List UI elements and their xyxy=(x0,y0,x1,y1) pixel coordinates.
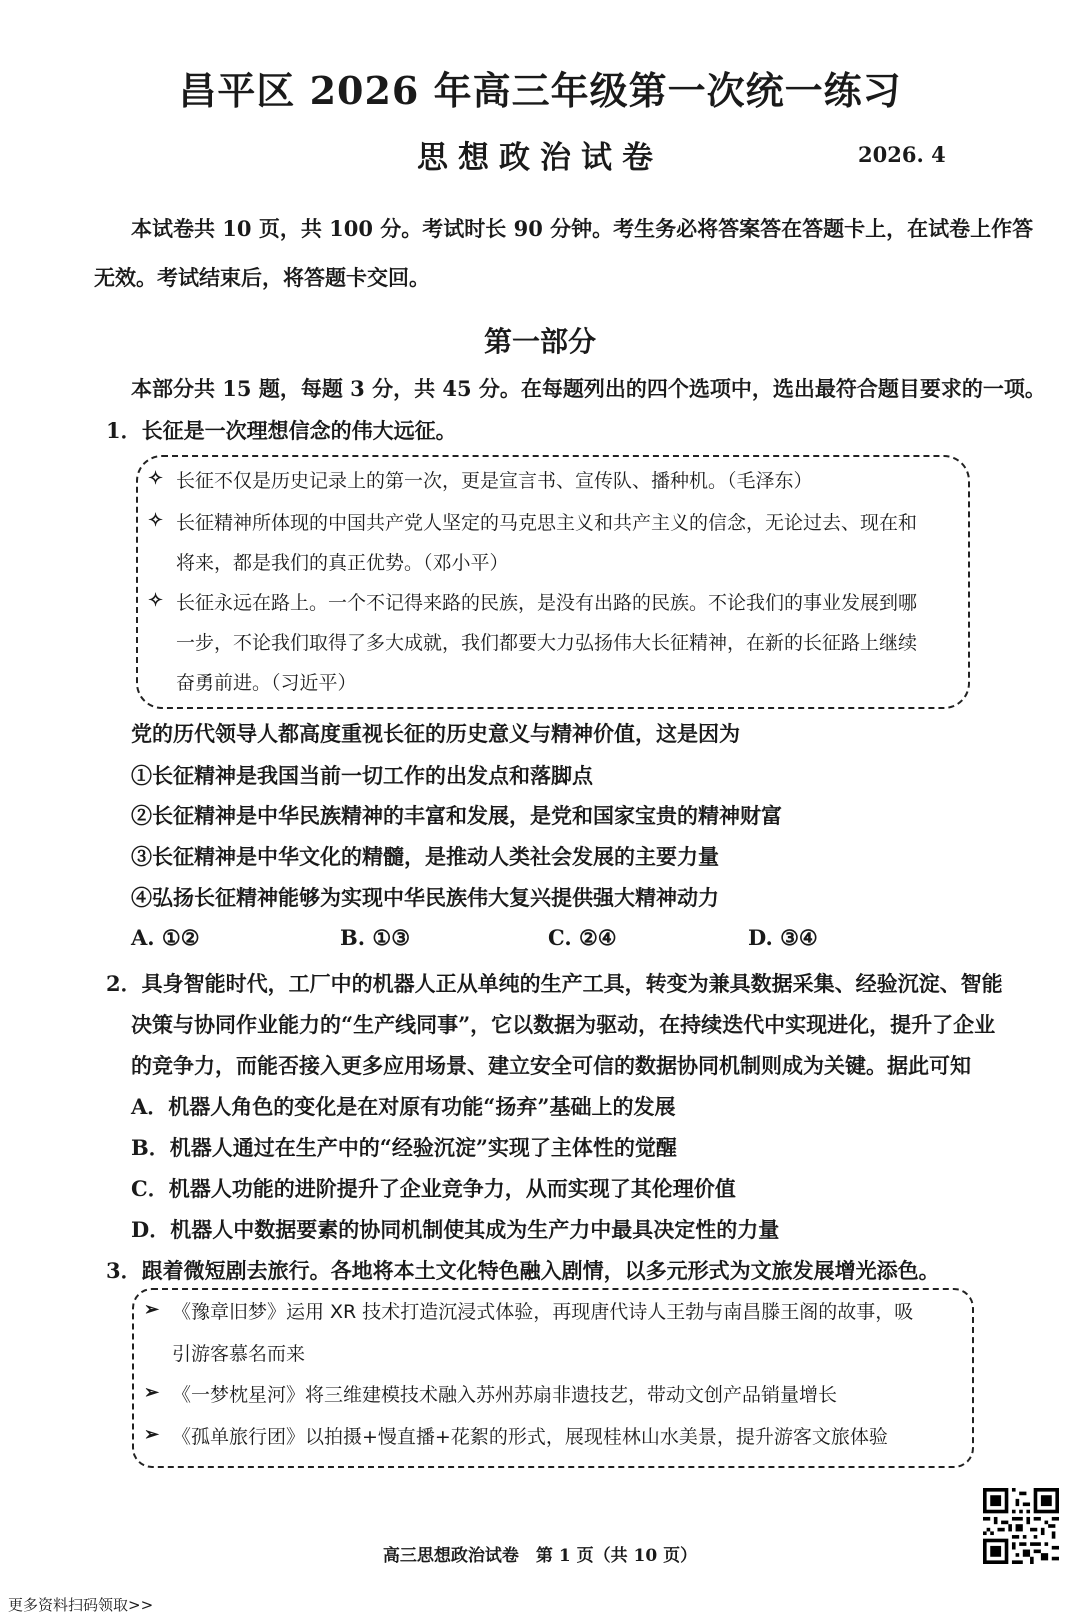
q3-stem: 3．跟着微短剧去旅行。各地将本土文化特色融入剧情，以多元形式为文旅发展增光添色。 xyxy=(106,1258,940,1283)
subject-title: 思想政治试卷 xyxy=(417,140,663,176)
q1-quote-1: 长征不仅是历史记录上的第一次，更是宣言书、宣传队、播种机。（毛泽东） xyxy=(176,470,813,492)
q3-example-1: 《豫章旧梦》运用 XR 技术打造沉浸式体验，再现唐代诗人王勃与南昌滕王阁的故事，吸 xyxy=(172,1301,914,1323)
arrow-bullet-icon: ➢ xyxy=(144,1424,160,1445)
q2-option-c: C．机器人功能的进阶提升了企业竞争力，从而实现了其伦理价值 xyxy=(131,1176,736,1201)
q1-quote-2-cont: 将来，都是我们的真正优势。（邓小平） xyxy=(176,552,509,574)
section-title: 第一部分 xyxy=(483,325,596,358)
arrow-bullet-icon: ➢ xyxy=(144,1299,160,1320)
q3-example-2: 《一梦枕星河》将三维建模技术融入苏州苏扇非遗技艺，带动文创产品销量增长 xyxy=(172,1384,838,1406)
q1-quote-3: 长征永远在路上。一个不记得来路的民族，是没有出路的民族。不论我们的事业发展到哪 xyxy=(176,592,918,614)
qr-code-icon[interactable] xyxy=(983,1488,1059,1564)
instructions-line-1: 本试卷共 10 页，共 100 分。考试时长 90 分钟。考生务必将答案答在答题卡上，在试卷上作答 xyxy=(131,216,1034,241)
q1-item-4: ④弘扬长征精神能够为实现中华民族伟大复兴提供强大精神动力 xyxy=(131,885,719,910)
q1-stem: 1．长征是一次理想信念的伟大远征。 xyxy=(106,418,457,443)
q1-option-b: B. ①③ xyxy=(340,925,411,950)
exam-title: 昌平区 2026 年高三年级第一次统一练习 xyxy=(178,68,902,113)
diamond-bullet-icon: ✧ xyxy=(148,510,164,531)
q3-example-1-cont: 引游客慕名而来 xyxy=(172,1343,306,1365)
q1-quote-3-cont-1: 一步，不论我们取得了多大成就，我们都要大力弘扬伟大长征精神，在新的长征路上继续 xyxy=(176,632,918,654)
q2-option-b: B．机器人通过在生产中的“经验沉淀”实现了主体性的觉醒 xyxy=(131,1135,677,1160)
q1-item-3: ③长征精神是中华文化的精髓，是推动人类社会发展的主要力量 xyxy=(131,844,719,869)
q1-quote-2: 长征精神所体现的中国共产党人坚定的马克思主义和共产主义的信念，无论过去、现在和 xyxy=(176,512,918,534)
q2-stem-2: 决策与协同作业能力的“生产线同事”，它以数据为驱动，在持续迭代中实现进化，提升了企业 xyxy=(131,1012,996,1037)
diamond-bullet-icon: ✧ xyxy=(148,590,164,611)
section-intro: 本部分共 15 题，每题 3 分，共 45 分。在每题列出的四个选项中，选出最符合题目要求的一项。 xyxy=(131,376,1046,401)
page-footer: 高三思想政治试卷 第 1 页（共 10 页） xyxy=(382,1546,698,1566)
q3-example-3: 《孤单旅行团》以拍摄+慢直播+花絮的形式，展现桂林山水美景，提升游客文旅体验 xyxy=(172,1426,888,1448)
q1-item-1: ①长征精神是我国当前一切工作的出发点和落脚点 xyxy=(131,763,593,788)
q2-stem-3: 的竞争力，而能否接入更多应用场景、建立安全可信的数据协同机制则成为关键。据此可知 xyxy=(131,1053,971,1078)
instructions-line-2: 无效。考试结束后，将答题卡交回。 xyxy=(94,265,430,290)
q2-option-d: D．机器人中数据要素的协同机制使其成为生产力中最具决定性的力量 xyxy=(131,1217,780,1242)
q1-option-a: A. ①② xyxy=(131,925,200,950)
q1-item-2: ②长征精神是中华民族精神的丰富和发展，是党和国家宝贵的精神财富 xyxy=(131,803,782,828)
q2-option-a: A．机器人角色的变化是在对原有功能“扬弃”基础上的发展 xyxy=(131,1094,676,1119)
q1-question: 党的历代领导人都高度重视长征的历史意义与精神价值，这是因为 xyxy=(131,721,740,746)
q1-quote-3-cont-2: 奋勇前进。（习近平） xyxy=(176,672,357,694)
exam-date: 2026. 4 xyxy=(858,142,946,167)
arrow-bullet-icon: ➢ xyxy=(144,1382,160,1403)
q2-stem-1: 2．具身智能时代，工厂中的机器人正从单纯的生产工具，转变为兼具数据采集、经验沉淀、智能 xyxy=(106,971,1003,996)
diamond-bullet-icon: ✧ xyxy=(148,468,164,489)
more-resources-link[interactable]: 更多资料扫码领取>> xyxy=(8,1596,154,1614)
q1-option-d: D. ③④ xyxy=(748,925,818,950)
q1-option-c: C. ②④ xyxy=(548,925,617,950)
